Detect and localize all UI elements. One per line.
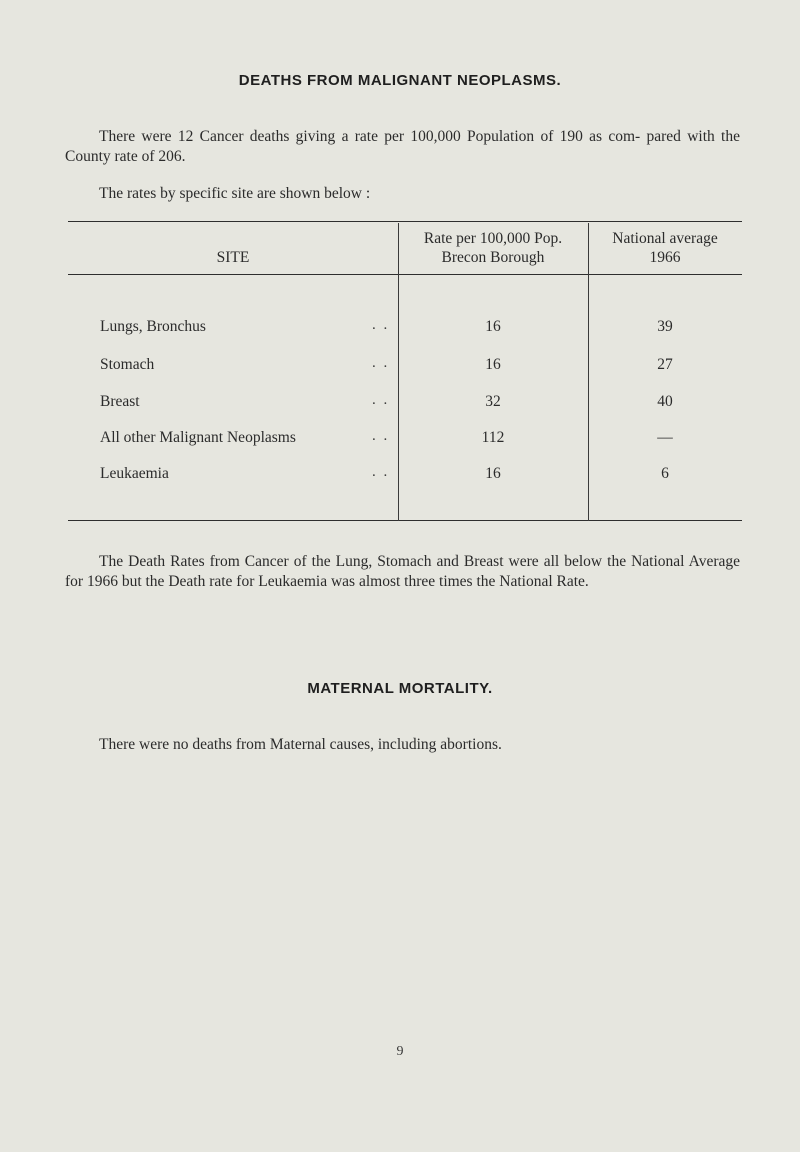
table-top-rule [68, 221, 742, 222]
row-site: Stomach [100, 356, 155, 373]
row-national: 39 [657, 318, 673, 335]
maternal-paragraph: There were no deaths from Maternal causes, including abortions. [99, 736, 502, 753]
row-leader-dots: . . [372, 392, 390, 408]
row-rate: 16 [485, 356, 501, 373]
header-site: SITE [216, 249, 250, 266]
page-title: DEATHS FROM MALIGNANT NEOPLASMS. [238, 72, 562, 89]
row-leader-dots: . . [372, 355, 390, 371]
row-site: Lungs, Bronchus [100, 318, 206, 335]
header-rate-line1: Rate per 100,000 Pop. [423, 230, 563, 247]
row-national: 40 [657, 393, 673, 410]
row-site: All other Malignant Neoplasms [100, 429, 296, 446]
row-rate: 32 [485, 393, 501, 410]
page-number: 9 [396, 1044, 404, 1059]
row-leader-dots: . . [372, 428, 390, 444]
rates-intro: The rates by specific site are shown below : [99, 185, 371, 202]
row-national: 6 [661, 465, 669, 482]
row-leader-dots: . . [372, 464, 390, 480]
summary-paragraph: The Death Rates from Cancer of the Lung, Stomach and Breast were all below the National Average for 1966 but the Death rate for Leukaemia was almost three times the National Rate. [65, 553, 740, 590]
row-rate: 112 [481, 429, 505, 446]
row-site: Leukaemia [100, 465, 169, 482]
row-national: 27 [657, 356, 673, 373]
table-bottom-rule [68, 520, 742, 521]
maternal-mortality-title: MATERNAL MORTALITY. [307, 680, 493, 697]
row-site: Breast [100, 393, 140, 410]
row-rate: 16 [485, 465, 501, 482]
row-national: — [657, 429, 673, 446]
header-national-line2: 1966 [649, 249, 681, 266]
row-rate: 16 [485, 318, 501, 335]
table-header-rule [68, 274, 742, 275]
intro-paragraph: There were 12 Cancer deaths giving a rate per 100,000 Population of 190 as com- pared with the County rate of 206. [65, 128, 740, 165]
header-national-line1: National average [612, 230, 718, 247]
header-rate-line2: Brecon Borough [441, 249, 545, 266]
row-leader-dots: . . [372, 317, 390, 333]
